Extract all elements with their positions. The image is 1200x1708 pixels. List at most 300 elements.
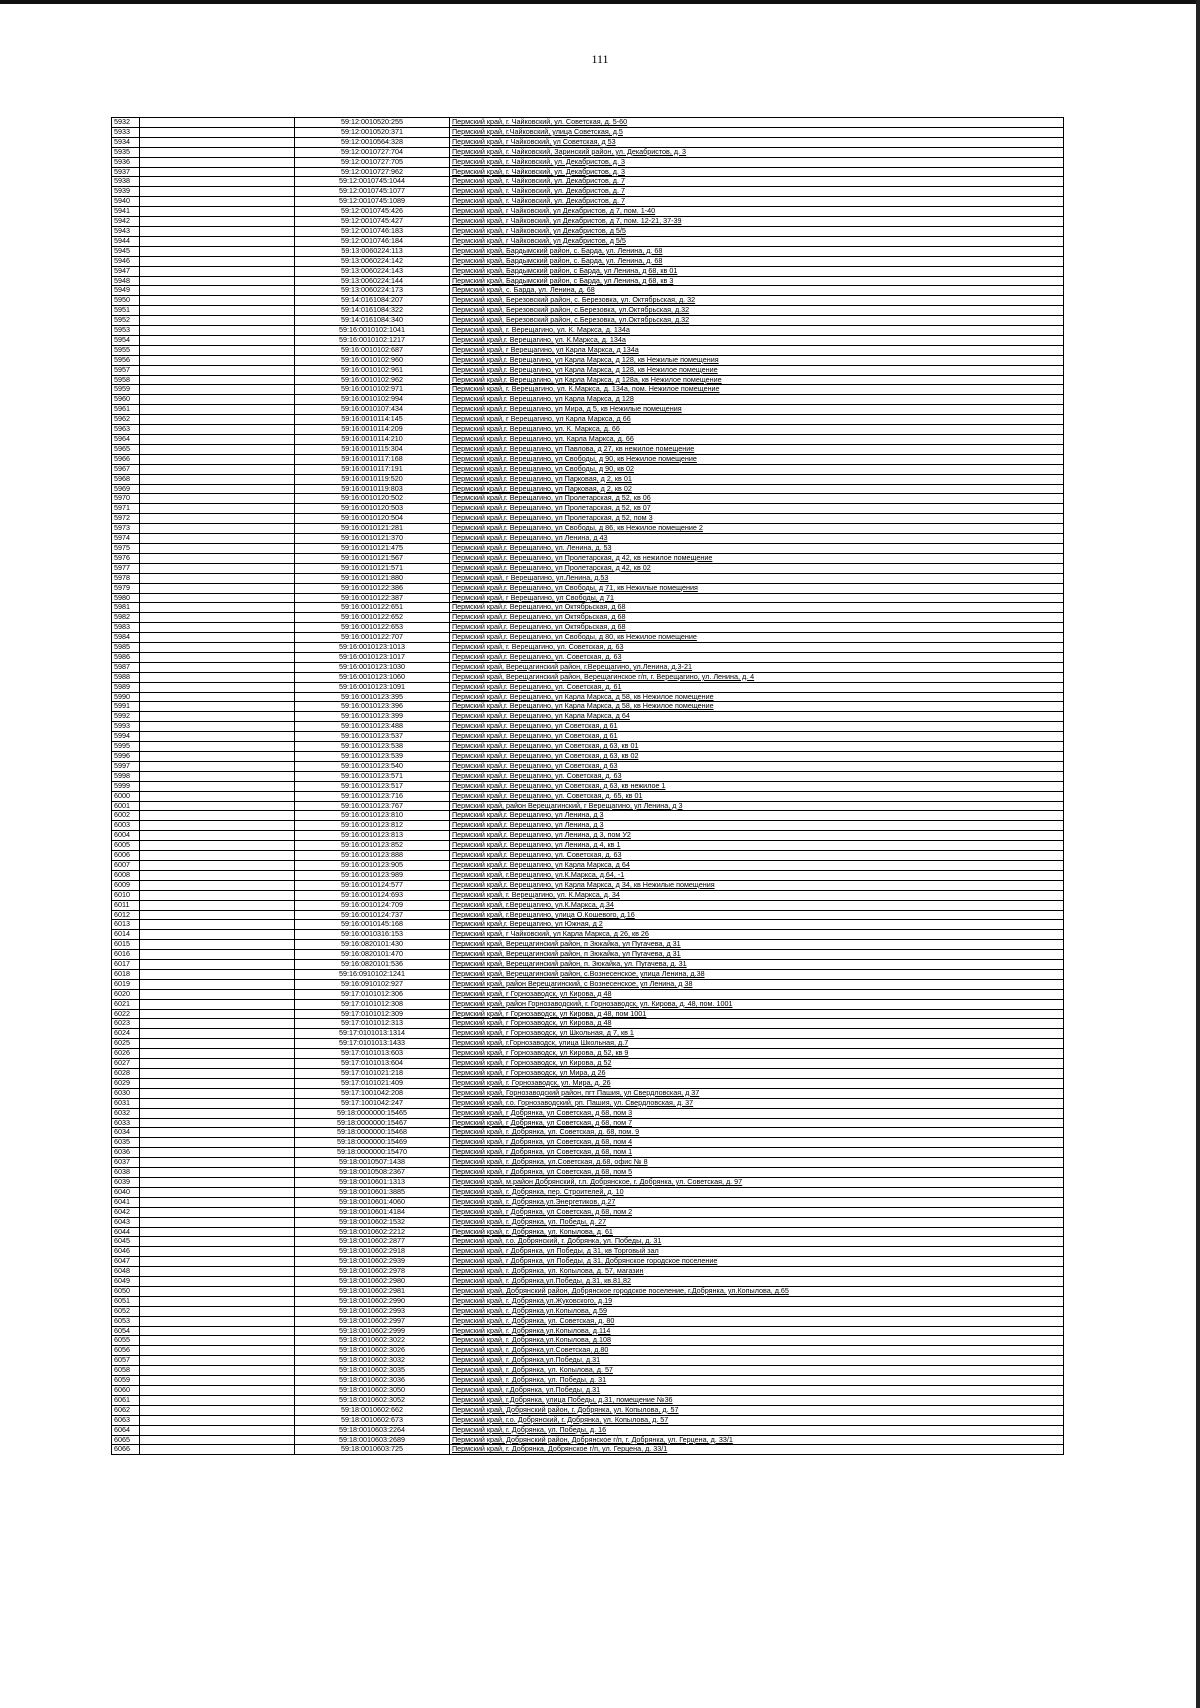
row-number-cell: 5981: [112, 603, 140, 613]
address-cell: Пермский край, Добрянский район, Добрянское г/п, г. Добрянка, ул. Герцена, д. 33/1: [450, 1435, 1064, 1445]
row-number-cell: 6034: [112, 1128, 140, 1138]
cadastral-number-cell: 59:16:0010114:145: [295, 415, 450, 425]
empty-cell: [140, 425, 295, 435]
empty-cell: [140, 1217, 295, 1227]
empty-cell: [140, 1356, 295, 1366]
empty-cell: [140, 1207, 295, 1217]
address-cell: Пермский край, г Горнозаводск, ул Школьная, д 7, кв 1: [450, 1029, 1064, 1039]
row-number-cell: 6020: [112, 989, 140, 999]
table-row: [112, 613, 1064, 623]
empty-cell: [140, 435, 295, 445]
address-cell: Пермский край, г. Добрянка, ул. Победы, д. 31: [450, 1376, 1064, 1386]
empty-cell: [140, 524, 295, 534]
table-row: [112, 1108, 1064, 1118]
row-number-cell: 6037: [112, 1158, 140, 1168]
empty-cell: [140, 1138, 295, 1148]
row-number-cell: 5993: [112, 722, 140, 732]
row-number-cell: 6001: [112, 801, 140, 811]
address-cell: Пермский край, Верещагинский район, г.Верещагино, ул.Ленина, д.3-21: [450, 662, 1064, 672]
table-row: [112, 603, 1064, 613]
row-number-cell: 6002: [112, 811, 140, 821]
cadastral-number-cell: 59:16:0910102:1241: [295, 969, 450, 979]
row-number-cell: 6052: [112, 1306, 140, 1316]
address-cell: Пермский край, г. Добрянка,ул.Копылова, д.108: [450, 1336, 1064, 1346]
row-number-cell: 5973: [112, 524, 140, 534]
empty-cell: [140, 761, 295, 771]
address-cell: Пермский край, Верещагинский район, п Зюкайка, ул Пугачева, д 31: [450, 940, 1064, 950]
table-row: [112, 1187, 1064, 1197]
table-row: [112, 1316, 1064, 1326]
cadastral-number-cell: 59:18:0000000:15468: [295, 1128, 450, 1138]
cadastral-number-cell: 59:16:0010123:905: [295, 860, 450, 870]
cadastral-number-cell: 59:16:0010115:304: [295, 444, 450, 454]
address-cell: Пермский край,г. Верещагино, ул Октябрьская, д 68: [450, 603, 1064, 613]
empty-cell: [140, 851, 295, 861]
table-row: [112, 1435, 1064, 1445]
row-number-cell: 6049: [112, 1277, 140, 1287]
empty-cell: [140, 890, 295, 900]
table-row: [112, 633, 1064, 643]
address-cell: Пермский край,г. Верещагино, ул Октябрьская, д 68: [450, 613, 1064, 623]
address-cell: Пермский край,г. Верещагино, ул Карла Маркса, д 128, кв Нежилые помещения: [450, 355, 1064, 365]
row-number-cell: 6045: [112, 1237, 140, 1247]
address-cell: Пермский край, г. Чайковский, ул. Советская, д. 5-60: [450, 118, 1064, 128]
cadastral-number-cell: 59:17:1001042:208: [295, 1088, 450, 1098]
empty-cell: [140, 821, 295, 831]
cadastral-number-cell: 59:18:0010601:1313: [295, 1177, 450, 1187]
table-row: [112, 256, 1064, 266]
table-row: [112, 266, 1064, 276]
table-row: [112, 643, 1064, 653]
row-number-cell: 5936: [112, 157, 140, 167]
row-number-cell: 5990: [112, 692, 140, 702]
address-cell: Пермский край,г. Верещагино, ул Советская, д 63, кв 01: [450, 742, 1064, 752]
table-row: [112, 425, 1064, 435]
empty-cell: [140, 514, 295, 524]
empty-cell: [140, 1197, 295, 1207]
table-row: [112, 1078, 1064, 1088]
cadastral-number-cell: 59:16:0010102:1041: [295, 326, 450, 336]
row-number-cell: 6007: [112, 860, 140, 870]
cadastral-number-cell: 59:17:0101013:1433: [295, 1039, 450, 1049]
table-row: [112, 1366, 1064, 1376]
row-number-cell: 5994: [112, 732, 140, 742]
cadastral-number-cell: 59:16:0010124:577: [295, 880, 450, 890]
table-row: [112, 1207, 1064, 1217]
empty-cell: [140, 118, 295, 128]
address-cell: Пермский край, г Верещагино, ул Карла Маркса, д 66: [450, 415, 1064, 425]
cadastral-number-cell: 59:16:0010122:386: [295, 583, 450, 593]
table-row: [112, 781, 1064, 791]
row-number-cell: 5977: [112, 563, 140, 573]
table-row: [112, 682, 1064, 692]
address-cell: Пермский край, г. Добрянка,ул.Победы, д.31, кв.81,82: [450, 1277, 1064, 1287]
table-row: [112, 1049, 1064, 1059]
address-cell: Пермский край,г. Верещагино, ул Пролетарская, д 52, пом 3: [450, 514, 1064, 524]
table-row: [112, 989, 1064, 999]
address-cell: Пермский край, район Верещагинский, с Вознесенское, ул Ленина, д 38: [450, 979, 1064, 989]
row-number-cell: 6004: [112, 831, 140, 841]
empty-cell: [140, 1108, 295, 1118]
row-number-cell: 6029: [112, 1078, 140, 1088]
row-number-cell: 5985: [112, 643, 140, 653]
row-number-cell: 6065: [112, 1435, 140, 1445]
row-number-cell: 5934: [112, 137, 140, 147]
table-row: [112, 1425, 1064, 1435]
address-cell: Пермский край, г. Добрянка, ул. Копылова, д. 57, магазин: [450, 1267, 1064, 1277]
address-cell: Пермский край, Верещагинский район, п. Зюкайка, ул. Пугачева, д. 31: [450, 960, 1064, 970]
empty-cell: [140, 207, 295, 217]
row-number-cell: 6006: [112, 851, 140, 861]
table-row: [112, 1346, 1064, 1356]
empty-cell: [140, 791, 295, 801]
address-cell: Пермский край, г Добрянка, ул Победы, д 31, Добрянское городское поселение: [450, 1257, 1064, 1267]
empty-cell: [140, 1029, 295, 1039]
cadastral-number-cell: 59:13:0060224:144: [295, 276, 450, 286]
address-cell: Пермский край, г. Горнозаводск, ул. Мира, д. 26: [450, 1078, 1064, 1088]
table-row: [112, 1356, 1064, 1366]
cadastral-number-cell: 59:14:0161084:207: [295, 296, 450, 306]
empty-cell: [140, 405, 295, 415]
cadastral-number-cell: 59:16:0010123:812: [295, 821, 450, 831]
empty-cell: [140, 266, 295, 276]
cadastral-number-cell: 59:18:0000000:15465: [295, 1108, 450, 1118]
row-number-cell: 6008: [112, 870, 140, 880]
address-cell: Пермский край,г. Верещагино, ул. Советская, д. 61: [450, 682, 1064, 692]
row-number-cell: 5991: [112, 702, 140, 712]
cadastral-number-cell: 59:18:0010603:2689: [295, 1435, 450, 1445]
address-cell: Пермский край, Добрянский район, Добрянское городское поселение, г.Добрянка, ул.Копылова, д.65: [450, 1286, 1064, 1296]
address-cell: Пермский край, Верещагинский район, Верещагинское г/п, г. Верещагино, ул. Ленина, д. 4: [450, 672, 1064, 682]
address-cell: Пермский край, г. Чайковский, ул. Декабристов, д. 7: [450, 177, 1064, 187]
empty-cell: [140, 543, 295, 553]
table-row: [112, 712, 1064, 722]
table-row: [112, 197, 1064, 207]
empty-cell: [140, 1227, 295, 1237]
empty-cell: [140, 860, 295, 870]
cadastral-number-cell: 59:16:0010123:395: [295, 692, 450, 702]
row-number-cell: 5983: [112, 623, 140, 633]
row-number-cell: 6041: [112, 1197, 140, 1207]
cadastral-number-cell: 59:16:0010123:488: [295, 722, 450, 732]
row-number-cell: 5951: [112, 306, 140, 316]
cadastral-number-cell: 59:16:0010121:475: [295, 543, 450, 553]
row-number-cell: 5944: [112, 236, 140, 246]
address-cell: Пермский край, г Горнозаводск, ул Кирова, д 48, пом 1001: [450, 1009, 1064, 1019]
table-row: [112, 335, 1064, 345]
address-cell: Пермский край, г. Добрянка, ул. Советская, д. 68, пом. 9: [450, 1128, 1064, 1138]
empty-cell: [140, 811, 295, 821]
address-cell: Пермский край,г. Верещагино, ул. Советская, д. 63: [450, 771, 1064, 781]
empty-cell: [140, 355, 295, 365]
table-row: [112, 246, 1064, 256]
row-number-cell: 6012: [112, 910, 140, 920]
address-cell: Пермский край, г. Чайковский, ул. Декабристов, д. 3: [450, 157, 1064, 167]
empty-cell: [140, 1187, 295, 1197]
empty-cell: [140, 1425, 295, 1435]
cadastral-number-cell: 59:12:0010727:962: [295, 167, 450, 177]
row-number-cell: 5999: [112, 781, 140, 791]
table-row: [112, 147, 1064, 157]
row-number-cell: 6047: [112, 1257, 140, 1267]
address-cell: Пермский край,г. Верещагино, ул Ленина, д 4, кв 1: [450, 841, 1064, 851]
empty-cell: [140, 752, 295, 762]
table-row: [112, 1098, 1064, 1108]
empty-cell: [140, 306, 295, 316]
row-number-cell: 6055: [112, 1336, 140, 1346]
row-number-cell: 5970: [112, 494, 140, 504]
address-cell: Пермский край, г. Добрянка, ул. Советская, д. 80: [450, 1316, 1064, 1326]
table-row: [112, 851, 1064, 861]
cadastral-number-cell: 59:18:0010507:1438: [295, 1158, 450, 1168]
address-cell: Пермский край, г. Добрянка, ул.Советская, д.68, офис № 8: [450, 1158, 1064, 1168]
scan-border-right: [1196, 0, 1200, 1708]
table-row: [112, 1445, 1064, 1455]
empty-cell: [140, 375, 295, 385]
row-number-cell: 5939: [112, 187, 140, 197]
cadastral-number-cell: 59:18:0010602:3035: [295, 1366, 450, 1376]
row-number-cell: 5956: [112, 355, 140, 365]
row-number-cell: 6042: [112, 1207, 140, 1217]
empty-cell: [140, 712, 295, 722]
cadastral-number-cell: 59:18:0010602:2877: [295, 1237, 450, 1247]
table-row: [112, 969, 1064, 979]
table-row: [112, 1277, 1064, 1287]
row-number-cell: 5942: [112, 217, 140, 227]
row-number-cell: 5971: [112, 504, 140, 514]
table-row: [112, 662, 1064, 672]
address-cell: Пермский край, с. Барда, ул. Ленина, д. 68: [450, 286, 1064, 296]
row-number-cell: 5998: [112, 771, 140, 781]
cadastral-number-cell: 59:16:0010120:503: [295, 504, 450, 514]
empty-cell: [140, 643, 295, 653]
row-number-cell: 6038: [112, 1168, 140, 1178]
address-cell: Пермский край,г. Верещагино, ул Карла Маркса, д 64: [450, 712, 1064, 722]
row-number-cell: 6043: [112, 1217, 140, 1227]
row-number-cell: 5988: [112, 672, 140, 682]
cadastral-number-cell: 59:18:0010602:662: [295, 1405, 450, 1415]
cadastral-number-cell: 59:12:0010520:255: [295, 118, 450, 128]
row-number-cell: 6018: [112, 969, 140, 979]
empty-cell: [140, 286, 295, 296]
empty-cell: [140, 217, 295, 227]
cadastral-number-cell: 59:18:0010602:2980: [295, 1277, 450, 1287]
cadastral-number-cell: 59:13:0060224:143: [295, 266, 450, 276]
empty-cell: [140, 395, 295, 405]
row-number-cell: 5958: [112, 375, 140, 385]
address-cell: Пермский край, Добрянский район, г. Добрянка, ул. Копылова, д. 57: [450, 1405, 1064, 1415]
table-row: [112, 1237, 1064, 1247]
table-row: [112, 514, 1064, 524]
address-cell: Пермский край, г Чайковский, ул Декабристов, д 5/5: [450, 236, 1064, 246]
cadastral-number-cell: 59:16:0010124:737: [295, 910, 450, 920]
row-number-cell: 6031: [112, 1098, 140, 1108]
table-row: [112, 276, 1064, 286]
table-row: [112, 1177, 1064, 1187]
cadastral-number-cell: 59:18:0010602:2918: [295, 1247, 450, 1257]
address-cell: Пермский край, г Чайковский, ул Карла Маркса, д 26, кв 26: [450, 930, 1064, 940]
row-number-cell: 6011: [112, 900, 140, 910]
address-cell: Пермский край, Березовский район, с.Березовка, ул.Октябрьская, д.32: [450, 306, 1064, 316]
row-number-cell: 5982: [112, 613, 140, 623]
table-row: [112, 296, 1064, 306]
row-number-cell: 5974: [112, 534, 140, 544]
empty-cell: [140, 1148, 295, 1158]
address-cell: Пермский край,г. Верещагино, ул Карла Маркса, д 128а, кв Нежилое помещение: [450, 375, 1064, 385]
table-row: [112, 484, 1064, 494]
cadastral-number-cell: 59:18:0010603:725: [295, 1445, 450, 1455]
cadastral-number-cell: 59:16:0010123:537: [295, 732, 450, 742]
row-number-cell: 6016: [112, 950, 140, 960]
table-row: [112, 821, 1064, 831]
empty-cell: [140, 623, 295, 633]
cadastral-number-cell: 59:16:0820101:430: [295, 940, 450, 950]
row-number-cell: 5932: [112, 118, 140, 128]
table-row: [112, 652, 1064, 662]
row-number-cell: 5949: [112, 286, 140, 296]
table-body: [112, 118, 1064, 1455]
table-row: [112, 950, 1064, 960]
cadastral-number-cell: 59:16:0010123:1091: [295, 682, 450, 692]
empty-cell: [140, 177, 295, 187]
address-cell: Пермский край, г.Добрянка, улица Победы, д.31, помещение №36: [450, 1395, 1064, 1405]
cadastral-number-cell: 59:18:0000000:15467: [295, 1118, 450, 1128]
cadastral-number-cell: 59:16:0010123:399: [295, 712, 450, 722]
row-number-cell: 5941: [112, 207, 140, 217]
table-row: [112, 1405, 1064, 1415]
cadastral-number-cell: 59:16:0010123:1060: [295, 672, 450, 682]
row-number-cell: 6040: [112, 1187, 140, 1197]
cadastral-number-cell: 59:17:0101012:313: [295, 1019, 450, 1029]
row-number-cell: 6053: [112, 1316, 140, 1326]
empty-cell: [140, 1078, 295, 1088]
empty-cell: [140, 1336, 295, 1346]
table-row: [112, 841, 1064, 851]
empty-cell: [140, 960, 295, 970]
row-number-cell: 5972: [112, 514, 140, 524]
address-cell: Пермский край, г Добрянка, ул Советская, д 68, пом 3: [450, 1108, 1064, 1118]
cadastral-number-cell: 59:17:0101012:308: [295, 999, 450, 1009]
cadastral-number-cell: 59:16:0010123:852: [295, 841, 450, 851]
address-cell: Пермский край, г.Горнозаводск, улица Школьная, д.7: [450, 1039, 1064, 1049]
cadastral-number-cell: 59:16:0820101:536: [295, 960, 450, 970]
row-number-cell: 5955: [112, 345, 140, 355]
cadastral-number-cell: 59:16:0010121:571: [295, 563, 450, 573]
cadastral-number-cell: 59:12:0010727:705: [295, 157, 450, 167]
table-row: [112, 226, 1064, 236]
table-row: [112, 157, 1064, 167]
address-cell: Пермский край,г. Верещагино, ул Карла Маркса, д 128: [450, 395, 1064, 405]
row-number-cell: 5960: [112, 395, 140, 405]
table-row: [112, 1059, 1064, 1069]
table-row: [112, 722, 1064, 732]
table-row: [112, 1029, 1064, 1039]
address-cell: Пермский край, г. Добрянка,ул.Жуковского, д.19: [450, 1296, 1064, 1306]
cadastral-number-cell: 59:12:0010520:371: [295, 127, 450, 137]
address-cell: Пермский край, г Добрянка, ул Советская, д 68, пом 5: [450, 1168, 1064, 1178]
table-row: [112, 672, 1064, 682]
row-number-cell: 5950: [112, 296, 140, 306]
empty-cell: [140, 236, 295, 246]
cadastral-number-cell: 59:16:0010121:880: [295, 573, 450, 583]
row-number-cell: 6000: [112, 791, 140, 801]
empty-cell: [140, 831, 295, 841]
table-row: [112, 316, 1064, 326]
empty-cell: [140, 316, 295, 326]
address-cell: Пермский край, г Добрянка, ул Советская, д 68, пом 2: [450, 1207, 1064, 1217]
row-number-cell: 6062: [112, 1405, 140, 1415]
table-row: [112, 1386, 1064, 1396]
page-number: 111: [591, 52, 609, 66]
row-number-cell: 6019: [112, 979, 140, 989]
cadastral-number-cell: 59:16:0010122:387: [295, 593, 450, 603]
row-number-cell: 6064: [112, 1425, 140, 1435]
table-row: [112, 900, 1064, 910]
row-number-cell: 5987: [112, 662, 140, 672]
empty-cell: [140, 950, 295, 960]
row-number-cell: 6027: [112, 1059, 140, 1069]
empty-cell: [140, 969, 295, 979]
table-row: [112, 1158, 1064, 1168]
address-cell: Пермский край, г.Верещагино, улица О.Кошевого, д.16: [450, 910, 1064, 920]
cadastral-number-cell: 59:18:0010602:3026: [295, 1346, 450, 1356]
table-row: [112, 1227, 1064, 1237]
row-number-cell: 6026: [112, 1049, 140, 1059]
cadastral-number-cell: 59:18:0010508:2367: [295, 1168, 450, 1178]
table-row: [112, 345, 1064, 355]
address-cell: Пермский край,г. Верещагино, ул. К.Маркса, д. 134а: [450, 335, 1064, 345]
empty-cell: [140, 1059, 295, 1069]
cadastral-number-cell: 59:18:0010602:2978: [295, 1267, 450, 1277]
table-row: [112, 385, 1064, 395]
empty-cell: [140, 613, 295, 623]
address-cell: Пермский край, г Горнозаводск, ул Кирова, д 48: [450, 989, 1064, 999]
address-cell: Пермский край, г. Чайковский, ул. Декабристов, д. 7: [450, 187, 1064, 197]
address-cell: Пермский край, Бардымский район, с. Барда, ул. Ленина, д. 68: [450, 246, 1064, 256]
cadastral-number-cell: 59:16:0910102:927: [295, 979, 450, 989]
address-cell: Пермский край,г. Верещагино, ул Советская, д 61: [450, 732, 1064, 742]
row-number-cell: 6032: [112, 1108, 140, 1118]
table-row: [112, 1336, 1064, 1346]
empty-cell: [140, 226, 295, 236]
address-cell: Пермский край,г. Верещагино, ул Советская, д 63, кв 02: [450, 752, 1064, 762]
table-row: [112, 791, 1064, 801]
table-row: [112, 692, 1064, 702]
empty-cell: [140, 474, 295, 484]
address-cell: Пермский край, Березовский район, с. Березовка, ул. Октябрьская, д. 32: [450, 296, 1064, 306]
empty-cell: [140, 742, 295, 752]
row-number-cell: 6033: [112, 1118, 140, 1128]
address-cell: Пермский край,г. Верещагино, ул. Советская, д. 63: [450, 851, 1064, 861]
address-cell: Пермский край,г. Верещагино, ул Карла Маркса, д 64: [450, 860, 1064, 870]
empty-cell: [140, 415, 295, 425]
empty-cell: [140, 1257, 295, 1267]
cadastral-number-cell: 59:17:0101012:309: [295, 1009, 450, 1019]
empty-cell: [140, 732, 295, 742]
cadastral-number-cell: 59:16:0010123:888: [295, 851, 450, 861]
row-number-cell: 6056: [112, 1346, 140, 1356]
table-row: [112, 702, 1064, 712]
cadastral-number-cell: 59:16:0820101:470: [295, 950, 450, 960]
row-number-cell: 5968: [112, 474, 140, 484]
cadastral-number-cell: 59:16:0010123:517: [295, 781, 450, 791]
cadastral-number-cell: 59:16:0010102:960: [295, 355, 450, 365]
cadastral-number-cell: 59:18:0010602:3022: [295, 1336, 450, 1346]
empty-cell: [140, 979, 295, 989]
table-row: [112, 752, 1064, 762]
empty-cell: [140, 454, 295, 464]
address-cell: Пермский край,г. Верещагино, ул Свободы, д 80, кв Нежилое помещение: [450, 633, 1064, 643]
